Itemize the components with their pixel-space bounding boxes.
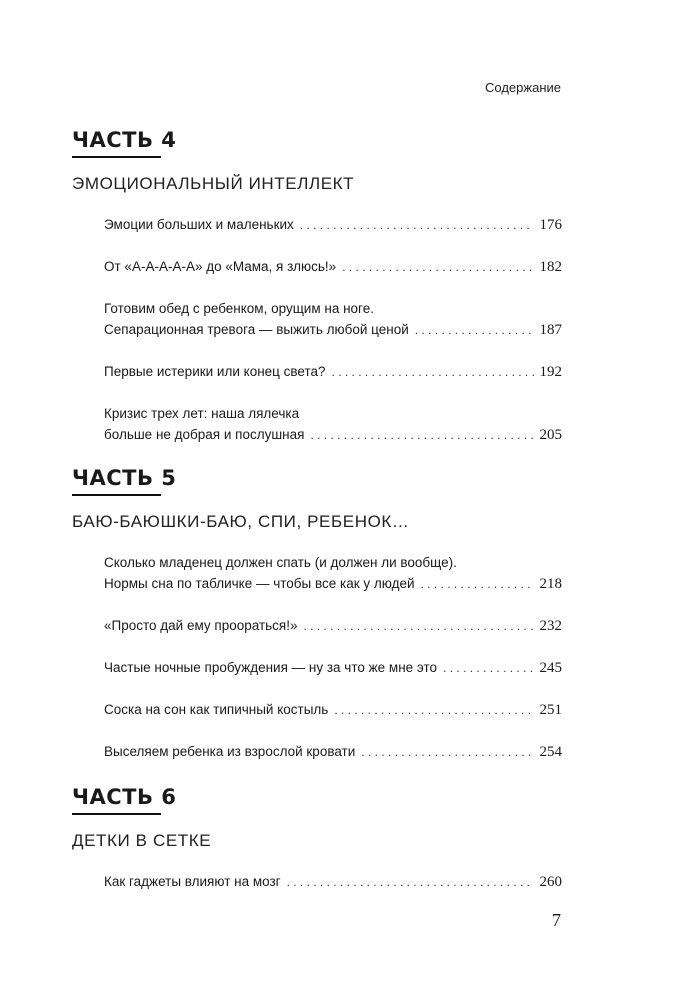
part-6: [72, 785, 562, 913]
dot-leader: [421, 574, 534, 595]
dot-leader: [361, 742, 533, 763]
part-title: ДЕТКИ В СЕТКЕ: [72, 831, 212, 850]
toc-entry[interactable]: [104, 552, 562, 595]
toc-entry-line: [104, 573, 562, 595]
toc-entry[interactable]: [104, 657, 562, 679]
toc-entries: [104, 871, 562, 893]
toc-entry-line: [104, 319, 562, 341]
toc-entry-title-line: Готовим обед с ребенком, орущим на ноге.: [104, 301, 374, 316]
toc-page-number: 182: [539, 259, 562, 275]
toc-entry[interactable]: [104, 615, 562, 637]
part-label: ЧАСТЬ 6: [72, 785, 161, 815]
part-4: [72, 128, 562, 466]
toc-entry-line: [104, 741, 562, 763]
toc-page-number: 251: [539, 702, 562, 718]
dot-leader: [303, 616, 533, 637]
toc-entry-title: От «А-А-А-А-А» до «Мама, я злюсь!»: [104, 259, 337, 274]
dot-leader: [443, 658, 533, 679]
toc-entry-title: Сепарационная тревога — выжить любой ценой: [104, 322, 409, 337]
toc-entry-title: Эмоции больших и маленьких: [104, 217, 294, 232]
toc-entry-line: [104, 871, 562, 893]
toc-entry-title: больше не добрая и послушная: [104, 427, 305, 442]
toc-entry-line: [104, 657, 562, 679]
toc-entry-line: [104, 361, 562, 383]
toc-entry[interactable]: [104, 256, 562, 278]
dot-leader: [310, 425, 533, 446]
toc-entries: [104, 552, 562, 763]
toc-entry-line: [104, 256, 562, 278]
dot-leader: [287, 872, 534, 893]
toc-entry-title-line: Кризис трех лет: наша лялечка: [104, 406, 300, 421]
toc-entry-title-line: Сколько младенец должен спать (и должен ли вообще).: [104, 555, 457, 570]
dot-leader: [332, 362, 534, 383]
toc-page-number: 205: [539, 427, 562, 443]
toc-entry-title: Частые ночные пробуждения — ну за что же мне это: [104, 660, 438, 675]
toc-entry-title: Как гаджеты влияют на мозг: [104, 874, 281, 889]
toc-entry-title: Первые истерики или конец света?: [104, 364, 326, 379]
toc-entry-title: «Просто дай ему проораться!»: [104, 618, 298, 633]
toc-entry[interactable]: [104, 403, 562, 446]
toc-page-number: 254: [539, 744, 562, 760]
toc-entry-line: [104, 214, 562, 236]
toc-page-number: 260: [539, 874, 562, 890]
dot-leader: [415, 320, 534, 341]
part-title: БАЮ-БАЮШКИ-БАЮ, СПИ, РЕБЕНОК…: [72, 512, 410, 531]
page-number: 7: [552, 910, 561, 930]
part-label: ЧАСТЬ 5: [72, 466, 161, 496]
toc-entry[interactable]: [104, 214, 562, 236]
dot-leader: [300, 215, 534, 236]
running-header: Содержание: [485, 80, 561, 95]
part-label: ЧАСТЬ 4: [72, 128, 161, 158]
toc-page-number: 232: [539, 618, 562, 634]
toc-page-number: 218: [539, 576, 562, 592]
dot-leader: [342, 257, 533, 278]
toc-page-number: 176: [539, 217, 562, 233]
toc-page-number: 192: [539, 364, 562, 380]
toc-entry[interactable]: [104, 741, 562, 763]
toc-entry-title: Выселяем ребенка из взрослой кровати: [104, 744, 356, 759]
toc-entry[interactable]: [104, 699, 562, 721]
toc-page-number: 187: [539, 322, 562, 338]
toc-entry-line: [104, 615, 562, 637]
toc-entry-line: [104, 699, 562, 721]
toc-entry[interactable]: [104, 871, 562, 893]
toc-entry-line: [104, 424, 562, 446]
part-5: [72, 466, 562, 783]
toc-entry-title: Соска на сон как типичный костыль: [104, 702, 329, 717]
dot-leader: [334, 700, 533, 721]
toc-page-number: 245: [539, 660, 562, 676]
toc-entries: [104, 214, 562, 446]
toc-entry[interactable]: [104, 361, 562, 383]
toc-entry-title: Нормы сна по табличке — чтобы все как у людей: [104, 576, 415, 591]
toc-entry[interactable]: [104, 298, 562, 341]
part-title: ЭМОЦИОНАЛЬНЫЙ ИНТЕЛЛЕКТ: [72, 174, 355, 193]
